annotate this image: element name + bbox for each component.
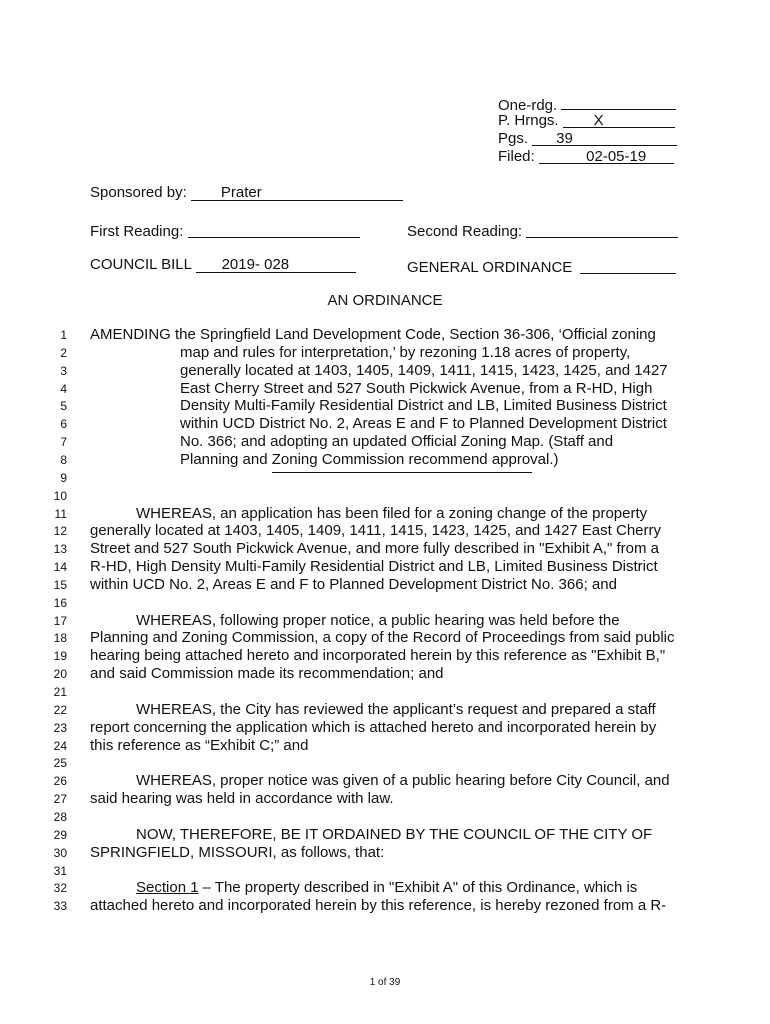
line-text: this reference as “Exhibit C;” and — [90, 736, 309, 754]
pgs-row — [498, 130, 677, 148]
first-reading-label: First Reading: — [90, 223, 184, 240]
line-number: 22 — [53, 702, 67, 717]
general-ordinance — [407, 256, 676, 276]
line-number: 23 — [53, 720, 67, 735]
line-number: 4 — [60, 381, 67, 396]
section-1-text: – The property described in "Exhibit A" of this Ordinance, which is — [202, 879, 638, 897]
line-number: 24 — [53, 738, 67, 753]
filing-block — [498, 94, 677, 166]
line-number: 2 — [60, 345, 67, 360]
line-number: 29 — [53, 827, 67, 842]
filed-label: Filed: — [498, 148, 535, 165]
line-text: generally located at 1403, 1405, 1409, 1411, 1415, 1423, 1425, and 1427 East Cherry — [90, 522, 661, 540]
line-text: WHEREAS, an application has been filed for a zoning change of the property — [136, 504, 648, 522]
line-number: 15 — [53, 577, 67, 592]
page-number: 1 of 39 — [369, 977, 401, 988]
line-text: report concerning the application which is attached hereto and incorporated herein by — [90, 718, 657, 736]
council-bill-value: 2019- 028 — [196, 257, 356, 273]
first-reading — [90, 220, 360, 240]
p-hrngs-mark: X — [593, 112, 604, 129]
general-ordinance-blank — [580, 258, 676, 274]
line-text: Planning and Zoning Commission, a copy of the Record of Proceedings from said public — [90, 629, 675, 647]
line-text: attached hereto and incorporated herein by this reference, is hereby rezoned from a R- — [90, 897, 667, 915]
line-number: 10 — [53, 488, 67, 503]
line-number: 28 — [53, 809, 67, 824]
line-text: No. 366; and adopting an updated Official Zoning Map. (Staff and — [180, 433, 614, 451]
first-reading-blank — [188, 222, 360, 238]
line-number: 12 — [53, 524, 67, 539]
filed-row — [498, 148, 677, 166]
pgs-label: Pgs. — [498, 130, 529, 147]
section-1-heading: Section 1 — [136, 879, 199, 897]
line-number: 5 — [60, 399, 67, 414]
sponsored-value: Prater — [191, 185, 403, 201]
line-number: 9 — [60, 470, 67, 485]
filed-value — [539, 148, 674, 164]
line-text: R-HD, High Density Multi-Family Residential District and LB, Limited Business District — [90, 558, 658, 576]
line-number: 20 — [53, 667, 67, 682]
line-text: AMENDING the Springfield Land Development Code, Section 36-306, ‘Official zoning — [90, 326, 656, 343]
p-hrngs-value — [563, 112, 675, 128]
line-text: map and rules for interpretation,’ by rezoning 1.18 acres of property, — [180, 343, 631, 361]
one-rdg-value — [561, 94, 676, 110]
line-number: 7 — [60, 435, 67, 450]
line-number: 18 — [53, 631, 67, 646]
line-text: generally located at 1403, 1405, 1409, 1411, 1415, 1423, 1425, and 1427 — [180, 361, 668, 379]
line-text: said hearing was held in accordance with law. — [90, 790, 394, 808]
line-number: 1 — [60, 328, 67, 342]
line-text: WHEREAS, following proper notice, a public hearing was held before the — [136, 611, 620, 629]
sponsored-label: Sponsored by: — [90, 184, 187, 201]
second-reading-blank — [526, 222, 678, 238]
pgs-value — [532, 130, 677, 146]
filed-date: 02-05-19 — [586, 148, 647, 165]
line-number: 26 — [53, 774, 67, 789]
line-number: 32 — [53, 881, 67, 896]
line-number: 19 — [53, 649, 67, 664]
line-number: 33 — [53, 899, 67, 914]
line-text: within UCD No. 2, Areas E and F to Planned Development District No. 366; and — [90, 575, 617, 593]
line-text: Density Multi-Family Residential District and LB, Limited Business District — [180, 397, 667, 415]
council-bill — [90, 256, 356, 273]
line-number: 8 — [60, 452, 67, 467]
line-number: 27 — [53, 792, 67, 807]
line-text: hearing being attached hereto and incorporated herein by this reference as "Exhibit B," — [90, 647, 666, 665]
line-text — [136, 879, 637, 896]
sponsored-by — [90, 184, 403, 201]
p-hrngs-row — [498, 112, 677, 130]
line-number: 6 — [60, 417, 67, 432]
ordinance-title: AN ORDINANCE — [327, 292, 443, 309]
line-number: 25 — [53, 756, 67, 771]
line-text: Planning and Zoning Commission recommend approval.) — [180, 450, 559, 468]
separator-rule — [272, 472, 532, 473]
line-number: 16 — [53, 595, 67, 610]
one-rdg-row — [498, 94, 677, 112]
p-hrngs-label: P. Hrngs. — [498, 112, 559, 129]
council-bill-label: COUNCIL BILL — [90, 256, 192, 273]
line-number: 17 — [53, 613, 67, 628]
line-text: within UCD District No. 2, Areas E and F to Planned Development District — [180, 415, 667, 433]
second-reading-label: Second Reading: — [407, 223, 523, 240]
line-number: 11 — [54, 506, 67, 521]
line-text: East Cherry Street and 527 South Pickwick Avenue, from a R-HD, High — [180, 379, 653, 397]
line-text: and said Commission made its recommendation; and — [90, 665, 444, 683]
general-ordinance-label: GENERAL ORDINANCE — [407, 259, 573, 276]
one-rdg-label: One-rdg. — [498, 97, 558, 114]
line-number: 14 — [53, 560, 67, 575]
line-text: WHEREAS, proper notice was given of a public hearing before City Council, and — [136, 772, 670, 790]
line-number: 30 — [53, 845, 67, 860]
line-text: SPRINGFIELD, MISSOURI, as follows, that: — [90, 843, 385, 861]
line-text: WHEREAS, the City has reviewed the applicant’s request and prepared a staff — [136, 700, 656, 718]
second-reading — [407, 220, 678, 240]
line-text: NOW, THEREFORE, BE IT ORDAINED BY THE COUNCIL OF THE CITY OF — [136, 825, 653, 843]
line-number: 3 — [60, 363, 67, 378]
line-text: Street and 527 South Pickwick Avenue, and more fully described in "Exhibit A," from a — [90, 540, 660, 558]
line-number: 31 — [53, 863, 67, 878]
pgs-number: 39 — [556, 130, 573, 147]
line-number: 21 — [53, 685, 67, 699]
line-number: 13 — [53, 542, 67, 557]
